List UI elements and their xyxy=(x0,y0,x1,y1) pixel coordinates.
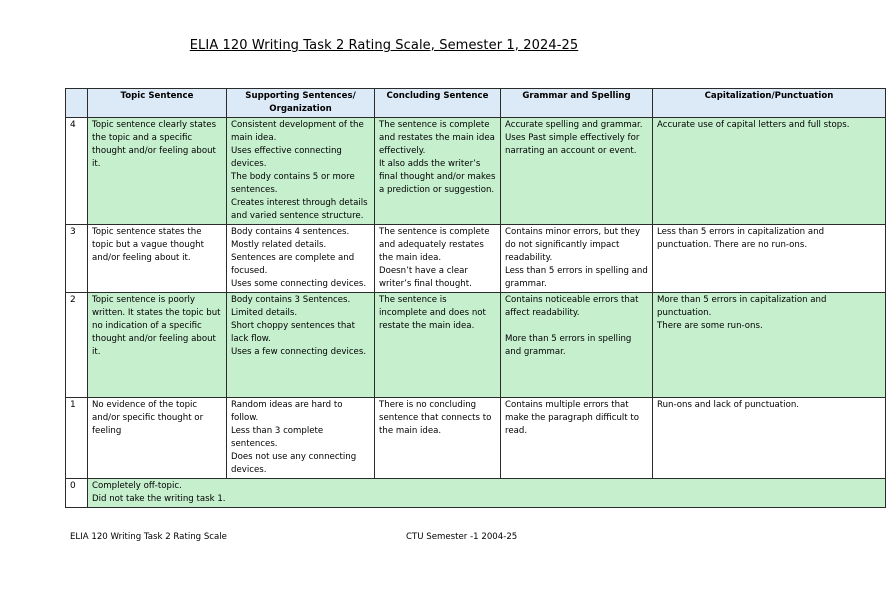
header-concluding-sentence: Concluding Sentence xyxy=(375,89,501,118)
cell-topic-sentence xyxy=(88,118,227,225)
header-grammar-spelling: Grammar and Spelling xyxy=(501,89,653,118)
score-cell: 3 xyxy=(66,225,88,293)
table-row-score-0 xyxy=(66,479,886,508)
document-title: ELIA 120 Writing Task 2 Rating Scale, Semester 1, 2024-25 xyxy=(189,38,579,53)
cell-grammar-spelling xyxy=(501,398,653,479)
zero-line: Completely off-topic. xyxy=(92,481,182,491)
cell-line: The body contains 5 or more sentences. xyxy=(231,172,355,195)
cell-line: Accurate spelling and grammar. xyxy=(505,120,643,130)
header-row xyxy=(66,89,886,118)
cell-line: Less than 5 errors in capitalization and punctuation. There are no run-ons. xyxy=(657,227,825,250)
cell-line: Accurate use of capital letters and full stops. xyxy=(657,120,850,130)
cell-line: The sentence is complete and adequately restates the main idea. xyxy=(379,227,490,263)
cell-line: Contains noticeable errors that affect readability. xyxy=(505,295,639,318)
cell-concluding-sentence xyxy=(375,398,501,479)
cell-line: More than 5 errors in capitalization and punctuation. xyxy=(657,295,827,318)
cell-grammar-spelling xyxy=(501,225,653,293)
cell-line: The sentence is complete and restates the main idea effectively. xyxy=(379,120,495,156)
score-cell: 4 xyxy=(66,118,88,225)
zero-score-description xyxy=(88,479,886,508)
cell-supporting-sentences xyxy=(227,398,375,479)
score-cell: 1 xyxy=(66,398,88,479)
cell-topic-sentence xyxy=(88,293,227,398)
cell-capitalization-punctuation xyxy=(653,118,886,225)
cell-line: Uses Past simple effectively for narrating an account or event. xyxy=(505,133,640,156)
cell-line: More than 5 errors in spelling and grammar. xyxy=(505,334,632,357)
cell-line: There is no concluding sentence that connects to the main idea. xyxy=(379,400,492,436)
cell-line: The sentence is incomplete and does not restate the main idea. xyxy=(379,295,486,331)
cell-supporting-sentences xyxy=(227,293,375,398)
score-cell: 0 xyxy=(66,479,88,508)
cell-grammar-spelling xyxy=(501,293,653,398)
cell-line: Topic sentence clearly states the topic and a specific thought and/or feeling about it. xyxy=(92,120,217,169)
cell-line: Run-ons and lack of punctuation. xyxy=(657,400,800,410)
cell-line: Topic sentence is poorly written. It states the topic but no indication of a specific thought and/or feeling about it. xyxy=(92,295,221,357)
cell-topic-sentence xyxy=(88,398,227,479)
cell-concluding-sentence xyxy=(375,118,501,225)
header-topic-sentence: Topic Sentence xyxy=(88,89,227,118)
header-score xyxy=(66,89,88,118)
cell-line: Random ideas are hard to follow. xyxy=(231,400,343,423)
cell-capitalization-punctuation xyxy=(653,398,886,479)
cell-line xyxy=(505,320,648,333)
cell-line: Does not use any connecting devices. xyxy=(231,452,357,475)
table-row-score-1 xyxy=(66,398,886,479)
cell-line: Uses effective connecting devices. xyxy=(231,146,342,169)
cell-line: It also adds the writer’s final thought and/or makes a prediction or suggestion. xyxy=(379,159,496,195)
table-row-score-4 xyxy=(66,118,886,225)
table-body xyxy=(66,118,886,508)
cell-capitalization-punctuation xyxy=(653,293,886,398)
rating-scale-table xyxy=(65,88,886,508)
cell-topic-sentence xyxy=(88,225,227,293)
cell-line: Short choppy sentences that lack flow. xyxy=(231,321,355,344)
footer-left: ELIA 120 Writing Task 2 Rating Scale xyxy=(70,532,227,542)
cell-line: Less than 5 errors in spelling and grammar. xyxy=(505,266,648,289)
cell-line: Topic sentence states the topic but a vague thought and/or feeling about it. xyxy=(92,227,204,263)
header-supporting-sentences: Supporting Sentences/ Organization xyxy=(227,89,375,118)
score-cell: 2 xyxy=(66,293,88,398)
cell-line: Uses some connecting devices. xyxy=(231,279,367,289)
footer-right: CTU Semester -1 2004-25 xyxy=(406,532,518,542)
cell-concluding-sentence xyxy=(375,225,501,293)
cell-supporting-sentences xyxy=(227,118,375,225)
cell-line: Sentences are complete and focused. xyxy=(231,253,355,276)
cell-capitalization-punctuation xyxy=(653,225,886,293)
cell-line: Uses a few connecting devices. xyxy=(231,347,367,357)
cell-line: Limited details. xyxy=(231,308,298,318)
cell-line: Body contains 3 Sentences. xyxy=(231,295,351,305)
cell-supporting-sentences xyxy=(227,225,375,293)
cell-line: Mostly related details. xyxy=(231,240,327,250)
cell-line: Consistent development of the main idea. xyxy=(231,120,364,143)
cell-line: Less than 3 complete sentences. xyxy=(231,426,324,449)
cell-line: Body contains 4 sentences. xyxy=(231,227,350,237)
cell-line: Creates interest through details and varied sentence structure. xyxy=(231,198,368,221)
rating-scale-table-container xyxy=(65,88,850,504)
cell-line: Contains multiple errors that make the paragraph difficult to read. xyxy=(505,400,640,436)
table-row-score-2 xyxy=(66,293,886,398)
header-capitalization-punctuation: Capitalization/Punctuation xyxy=(653,89,886,118)
cell-grammar-spelling xyxy=(501,118,653,225)
cell-line: Contains minor errors, but they do not significantly impact readability. xyxy=(505,227,641,263)
cell-line: There are some run-ons. xyxy=(657,321,763,331)
cell-concluding-sentence xyxy=(375,293,501,398)
cell-line: Doesn’t have a clear writer’s final thought. xyxy=(379,266,472,289)
cell-line: No evidence of the topic and/or specific thought or feeling xyxy=(92,400,204,436)
table-row-score-3 xyxy=(66,225,886,293)
zero-line: Did not take the writing task 1. xyxy=(92,494,226,504)
